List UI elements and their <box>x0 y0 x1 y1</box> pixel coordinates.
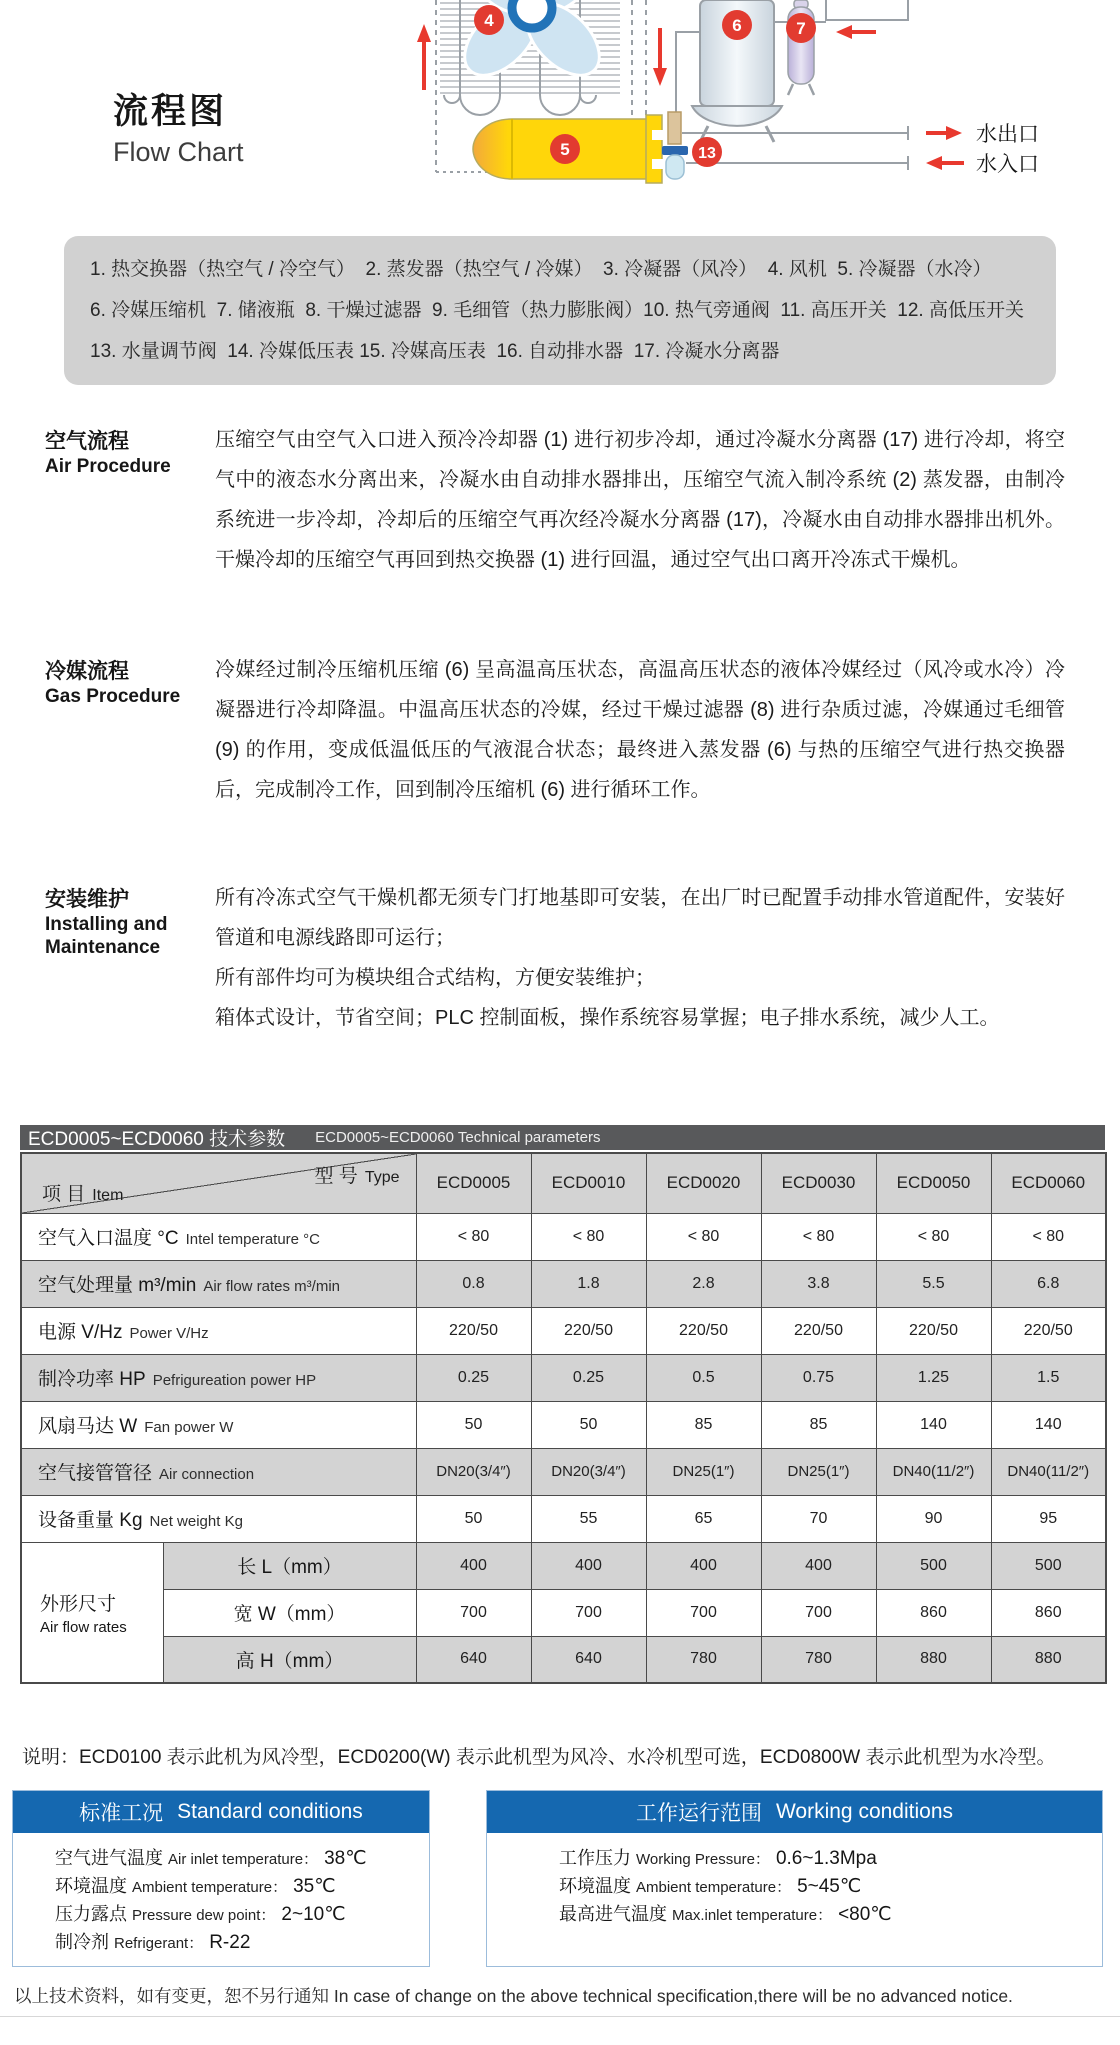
table-cell: DN25(1″) <box>761 1448 876 1495</box>
table-row <box>21 1260 1106 1307</box>
table-cell: 880 <box>991 1636 1106 1683</box>
row-label: 电源 V/Hz Power V/Hz <box>21 1307 416 1354</box>
row-label: 制冷功率 HP Pefrigureation power HP <box>21 1354 416 1401</box>
row-label: 设备重量 Kg Net weight Kg <box>21 1495 416 1542</box>
standard-conditions-body <box>13 1833 429 1957</box>
section-body <box>215 878 1065 1038</box>
table-cell: 860 <box>991 1589 1106 1636</box>
flow-chart-title-en: Flow Chart <box>113 137 244 167</box>
water-inlet-label: 水入口 <box>976 153 1039 176</box>
table-cell: DN20(3/4″) <box>531 1448 646 1495</box>
table-cell: 5.5 <box>876 1260 991 1307</box>
table-cell: 55 <box>531 1495 646 1542</box>
legend-line-2: 6. 冷媒压缩机 7. 储液瓶 8. 干燥过滤器 9. 毛细管（热力膨胀阀）10. 热气旁通阀 11. 高压开关 12. 高低压开关 <box>90 300 1024 321</box>
legend-line-3: 13. 水量调节阀 14. 冷媒低压表 15. 冷媒高压表 16. 自动排水器 17. 冷凝水分离器 <box>90 341 780 362</box>
table-cell: 0.75 <box>761 1354 876 1401</box>
table-cell: 400 <box>531 1542 646 1589</box>
svg-text:5: 5 <box>560 140 570 159</box>
row-label: 空气处理量 m³/min Air flow rates m³/min <box>21 1260 416 1307</box>
badge-13 <box>692 137 722 167</box>
working-conditions-box <box>486 1790 1103 1967</box>
table-cell: 3.8 <box>761 1260 876 1307</box>
table-cell: < 80 <box>991 1213 1106 1260</box>
condition-row: 压力露点 Pressure dew point： 2~10℃ <box>55 1904 346 1925</box>
table-cell: 640 <box>531 1636 646 1683</box>
table-row-dimensions <box>21 1589 1106 1636</box>
table-cell: 85 <box>761 1401 876 1448</box>
dimension-label: 高 H（mm） <box>163 1636 416 1683</box>
model-header: ECD0010 <box>531 1153 646 1213</box>
model-naming-note: 说明：ECD0100 表示此机为风冷型，ECD0200(W) 表示此机型为风冷、水冷机型可选，ECD0800W 表示此机型为水冷型。 <box>22 1747 1056 1768</box>
svg-text:13: 13 <box>698 145 716 162</box>
badge-6 <box>722 10 752 40</box>
section-title-cn: 空气流程 <box>45 430 129 453</box>
section-title-cn: 冷媒流程 <box>45 660 129 683</box>
table-cell: 0.8 <box>416 1260 531 1307</box>
paragraph: 冷媒经过制冷压缩机压缩 (6) 呈高温高压状态，高温高压状态的液体冷媒经过（风冷或水冷）冷凝器进行冷却降温。中温高压状态的冷媒，经过干燥过滤器 (8) 进行杂质过滤，冷媒通过毛细管 (9) 的作用，变成低温低压的气液混合状态；最终进入蒸发器 (6) 与热的压缩空气进行热交换器后，完成制冷工作，回到制冷压缩机 (6) 进行循环工作。 <box>215 659 1065 801</box>
dimension-label: 宽 W（mm） <box>163 1589 416 1636</box>
condition-row: 环境温度 Ambient temperature： 5~45℃ <box>559 1876 862 1897</box>
badge-4 <box>474 5 504 35</box>
table-cell: 220/50 <box>991 1307 1106 1354</box>
table-row-dimensions <box>21 1542 1106 1589</box>
section-gas-procedure <box>45 650 1065 810</box>
section-title-cn: 安装维护 <box>45 888 129 911</box>
table-cell: 700 <box>646 1589 761 1636</box>
table-cell: < 80 <box>416 1213 531 1260</box>
condition-row: 工作压力 Working Pressure： 0.6~1.3Mpa <box>559 1848 877 1869</box>
corner-type-label: 型 号 Type <box>314 1166 400 1187</box>
table-cell: 85 <box>646 1401 761 1448</box>
table-title-cn: ECD0005~ECD0060 技术参数 <box>28 1129 286 1150</box>
svg-text:7: 7 <box>796 19 806 38</box>
table-cell: < 80 <box>876 1213 991 1260</box>
table-cell: 220/50 <box>531 1307 646 1354</box>
table-corner-cell <box>21 1153 416 1213</box>
section-label <box>45 655 213 708</box>
table-cell: 220/50 <box>876 1307 991 1354</box>
table-cell: 1.5 <box>991 1354 1106 1401</box>
section-title-en: Air Procedure <box>45 456 171 477</box>
box-title-cn: 工作运行范围 <box>635 1802 762 1825</box>
table-cell: 780 <box>761 1636 876 1683</box>
water-outlet-arrow <box>926 126 962 140</box>
table-cell: 140 <box>991 1401 1106 1448</box>
table-title-en: ECD0005~ECD0060 Technical parameters <box>315 1129 601 1146</box>
section-installing-maintenance <box>45 878 1065 1038</box>
table-cell: DN40(11/2″) <box>991 1448 1106 1495</box>
standard-conditions-header <box>13 1791 429 1833</box>
section-title-en: Installing and Maintenance <box>45 914 168 958</box>
table-title-bar <box>20 1125 1105 1150</box>
table-cell: 0.25 <box>531 1354 646 1401</box>
condition-row: 制冷剂 Refrigerant： R-22 <box>55 1932 251 1953</box>
table-row <box>21 1495 1106 1542</box>
section-air-procedure <box>45 420 1065 580</box>
section-label <box>45 425 213 478</box>
table-cell: < 80 <box>531 1213 646 1260</box>
disclaimer-footer: 以上技术资料，如有变更，恕不另行通知 In case of change on the above technical specification,there will be no advanced notice. <box>14 1986 1013 2006</box>
table-cell: < 80 <box>646 1213 761 1260</box>
table-cell: 700 <box>761 1589 876 1636</box>
water-inlet-arrow <box>926 156 964 170</box>
table-cell: 400 <box>416 1542 531 1589</box>
table-cell: < 80 <box>761 1213 876 1260</box>
table-cell: 220/50 <box>646 1307 761 1354</box>
table-cell: 700 <box>531 1589 646 1636</box>
table-row <box>21 1307 1106 1354</box>
box-title-en: Standard conditions <box>177 1800 363 1823</box>
table-cell: 2.8 <box>646 1260 761 1307</box>
table-row-dimensions <box>21 1636 1106 1683</box>
table-cell: 220/50 <box>416 1307 531 1354</box>
svg-text:4: 4 <box>484 11 494 30</box>
table-header-row <box>21 1153 1106 1213</box>
table-cell: 1.25 <box>876 1354 991 1401</box>
section-body <box>215 420 1065 580</box>
table-cell: 640 <box>416 1636 531 1683</box>
model-header: ECD0060 <box>991 1153 1106 1213</box>
table-cell: 140 <box>876 1401 991 1448</box>
legend-line-1: 1. 热交换器（热空气 / 冷空气） 2. 蒸发器（热空气 / 冷媒） 3. 冷凝器（风冷） 4. 风机 5. 冷凝器（水冷） <box>90 259 992 280</box>
table-cell: 0.5 <box>646 1354 761 1401</box>
table-row <box>21 1213 1106 1260</box>
table-cell: 50 <box>416 1401 531 1448</box>
working-conditions-body <box>487 1833 1102 1929</box>
table-cell: 0.25 <box>416 1354 531 1401</box>
component-legend <box>64 236 1056 385</box>
table-cell: DN25(1″) <box>646 1448 761 1495</box>
section-title-en: Gas Procedure <box>45 686 181 707</box>
box-title-cn: 标准工况 <box>79 1802 164 1825</box>
water-outlet-label: 水出口 <box>976 123 1039 146</box>
table-row <box>21 1448 1106 1495</box>
table-cell: 400 <box>646 1542 761 1589</box>
paragraph: 所有部件均可为模块组合式结构，方便安装维护； <box>215 967 655 989</box>
table-cell: 500 <box>991 1542 1106 1589</box>
table-cell: DN40(11/2″) <box>876 1448 991 1495</box>
table-cell: 50 <box>416 1495 531 1542</box>
paragraph: 箱体式设计，节省空间；PLC 控制面板，操作系统容易掌握；电子排水系统，减少人工。 <box>215 1007 1000 1029</box>
model-header: ECD0020 <box>646 1153 761 1213</box>
dimension-label: 长 L（mm） <box>163 1542 416 1589</box>
table-cell: 1.8 <box>531 1260 646 1307</box>
section-body <box>215 650 1065 810</box>
table-cell: 90 <box>876 1495 991 1542</box>
paragraph: 压缩空气由空气入口进入预冷冷却器 (1) 进行初步冷却，通过冷凝水分离器 (17) 进行冷却，将空气中的液态水分离出来，冷凝水由自动排水器排出，压缩空气流入制冷系统 (2) 蒸发器，由制冷系统进一步冷却，冷却后的压缩空气再次经冷凝水分离器 (17)，冷凝水由自动排水器排出机外。干燥冷却的压缩空气再回到热交换器 (1) 进行回温，通过空气出口离开冷冻式干燥机。 <box>215 429 1065 571</box>
condition-row: 最高进气温度 Max.inlet temperature： <80℃ <box>559 1904 892 1925</box>
svg-text:6: 6 <box>732 16 742 35</box>
table-cell: 400 <box>761 1542 876 1589</box>
dimensions-group-label: 外形尺寸 Air flow rates <box>21 1542 163 1683</box>
table-cell: 880 <box>876 1636 991 1683</box>
badge-7 <box>786 13 816 43</box>
table-cell: 700 <box>416 1589 531 1636</box>
box-title-en: Working conditions <box>775 1800 954 1823</box>
bottom-divider <box>0 2016 1120 2017</box>
working-conditions-header <box>487 1791 1102 1833</box>
table-cell: 95 <box>991 1495 1106 1542</box>
table-row <box>21 1401 1106 1448</box>
table-cell: 500 <box>876 1542 991 1589</box>
table-cell: 50 <box>531 1401 646 1448</box>
table-cell: 70 <box>761 1495 876 1542</box>
table-cell: 220/50 <box>761 1307 876 1354</box>
flow-chart-title <box>113 84 244 168</box>
condition-row: 环境温度 Ambient temperature： 35℃ <box>55 1876 336 1897</box>
model-header: ECD0030 <box>761 1153 876 1213</box>
row-label: 空气入口温度 °C Intel temperature °C <box>21 1213 416 1260</box>
table-row <box>21 1354 1106 1401</box>
table-cell: 860 <box>876 1589 991 1636</box>
table-cell: 780 <box>646 1636 761 1683</box>
table-cell: DN20(3/4″) <box>416 1448 531 1495</box>
badge-5 <box>550 134 580 164</box>
section-label <box>45 883 213 959</box>
paragraph: 所有冷冻式空气干燥机都无须专门打地基即可安装，在出厂时已配置手动排水管道配件，安装好管道和电源线路即可运行； <box>215 887 1065 949</box>
flow-chart-title-cn: 流程图 <box>113 92 228 131</box>
table-cell: 6.8 <box>991 1260 1106 1307</box>
model-header: ECD0005 <box>416 1153 531 1213</box>
model-header: ECD0050 <box>876 1153 991 1213</box>
condition-row: 空气进气温度 Air inlet temperature： 38℃ <box>55 1848 367 1869</box>
technical-parameters-table <box>20 1152 1107 1684</box>
row-label: 风扇马达 W Fan power W <box>21 1401 416 1448</box>
table-cell: 65 <box>646 1495 761 1542</box>
corner-item-label: 项 目 Item <box>42 1183 124 1205</box>
row-label: 空气接管管径 Air connection <box>21 1448 416 1495</box>
standard-conditions-box <box>12 1790 430 1967</box>
